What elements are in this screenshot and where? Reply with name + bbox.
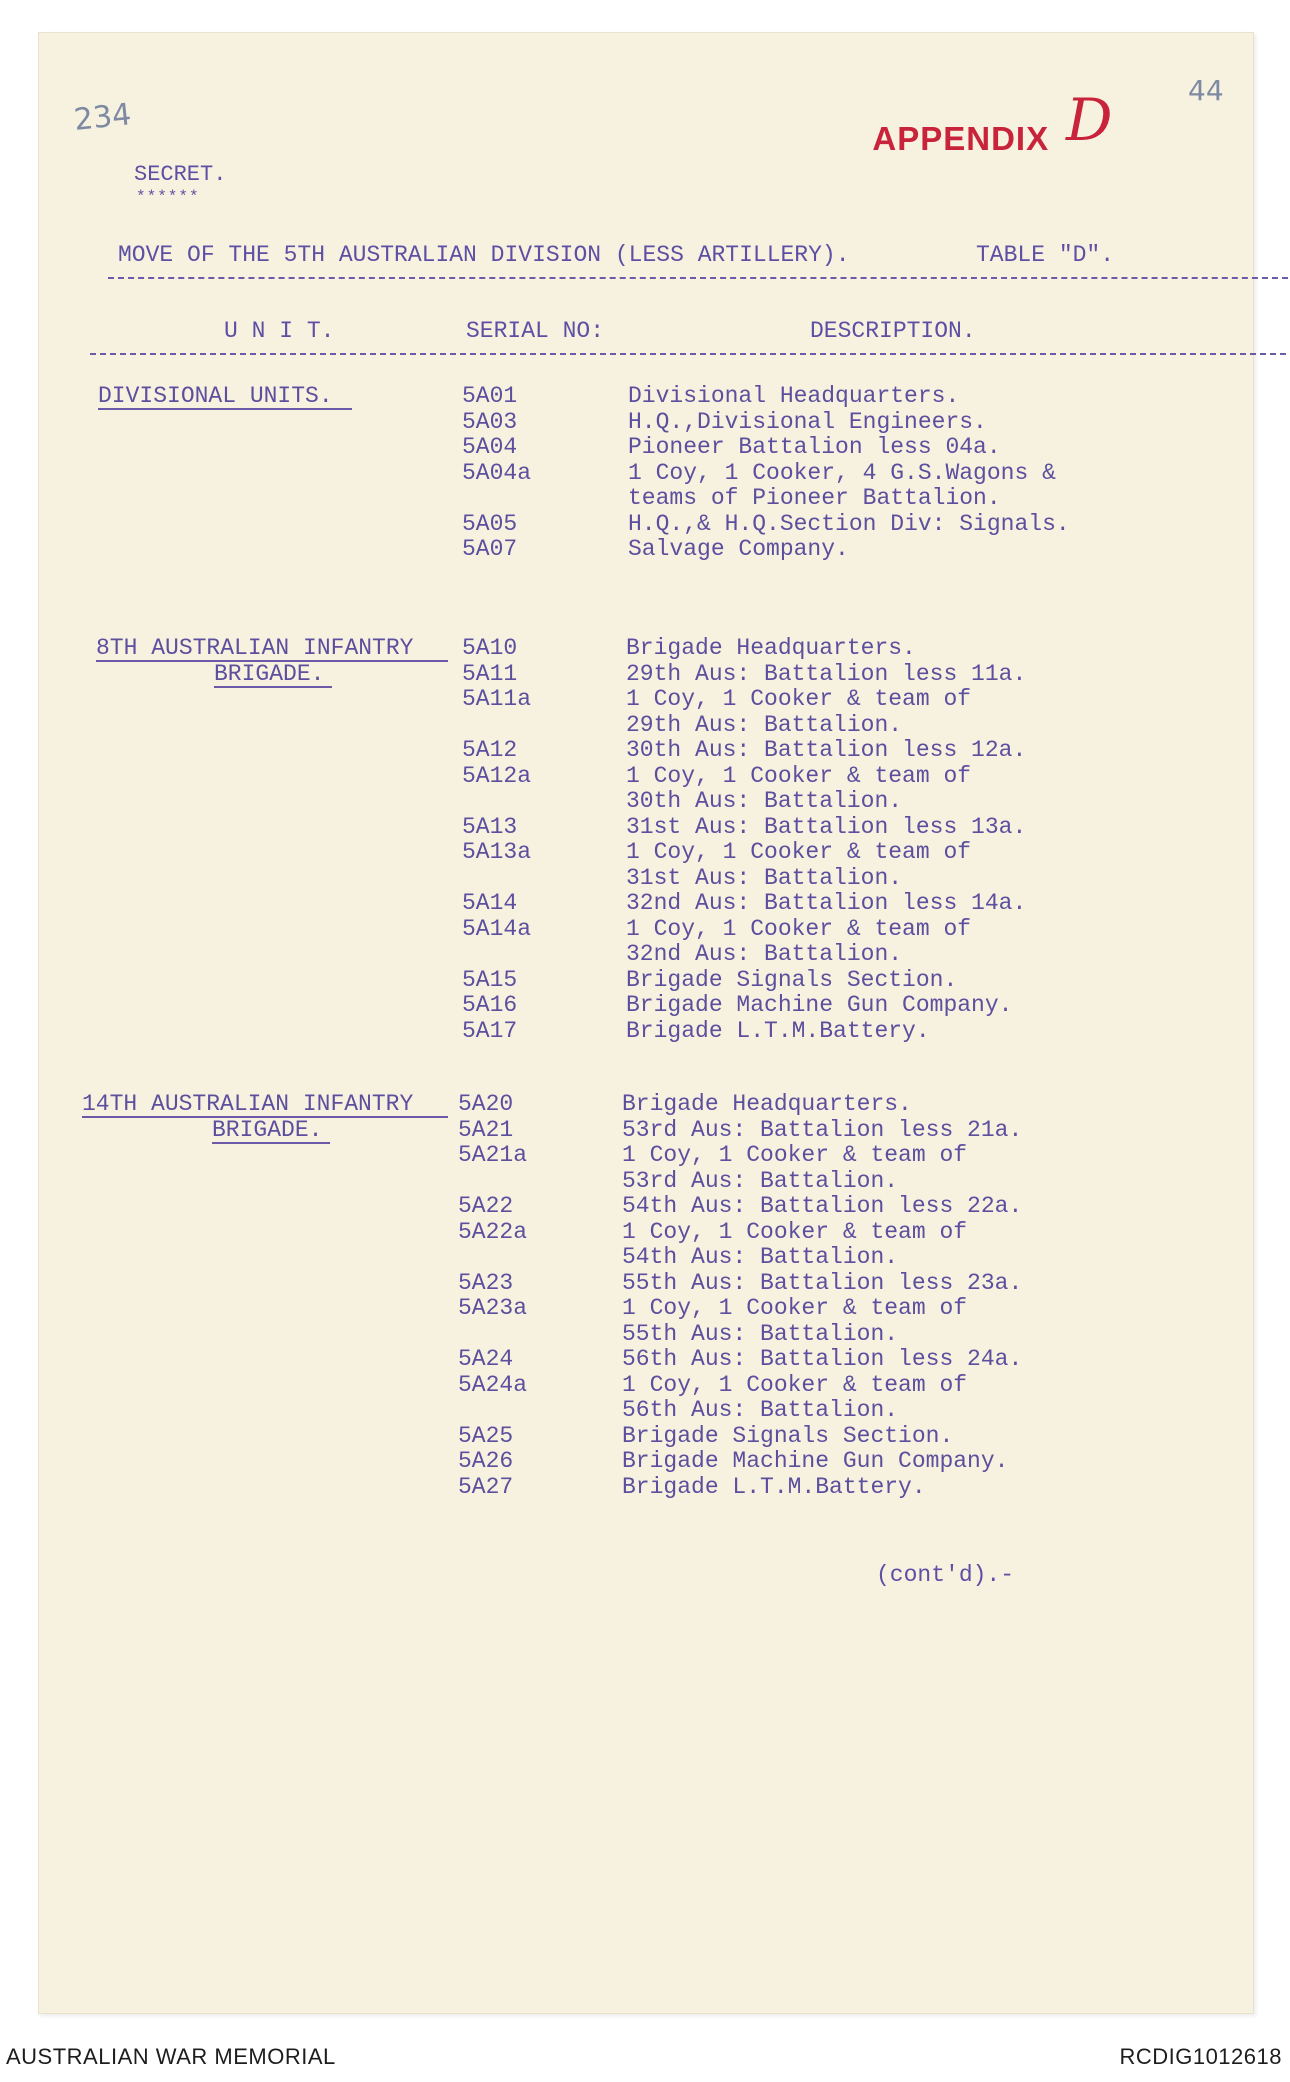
description-line: Brigade Signals Section. (626, 966, 958, 993)
description-line: 32nd Aus: Battalion less 14a. (626, 890, 1027, 916)
description-line: 54th Aus: Battalion. (622, 1244, 899, 1270)
serial-number: 5A21a (458, 1142, 528, 1168)
serial-number: 5A11 (462, 660, 518, 687)
column-header-serial: SERIAL NO: (466, 318, 605, 344)
serial-number: 5A11a (462, 686, 532, 712)
description-line: 32nd Aus: Battalion. (626, 941, 903, 967)
serial-number: 5A20 (458, 1091, 514, 1117)
classification: SECRET. (134, 162, 227, 187)
serial-number: 5A12a (462, 762, 532, 789)
description-line: 53rd Aus: Battalion less 21a. (622, 1116, 1023, 1143)
description-line: 1 Coy, 1 Cooker & team of (626, 686, 972, 712)
serial-number: 5A21 (458, 1116, 514, 1143)
serial-number: 5A04a (462, 459, 532, 486)
description-line: 1 Coy, 1 Cooker, 4 G.S.Wagons & (628, 459, 1056, 486)
appendix-stamp (834, 86, 1113, 194)
description-line: 53rd Aus: Battalion. (622, 1167, 899, 1194)
unit-label: DIVISIONAL UNITS. (98, 383, 333, 409)
description-line: 1 Coy, 1 Cooker & team of (626, 839, 972, 865)
description-line: 1 Coy, 1 Cooker & team of (626, 762, 972, 789)
serial-number: 5A04 (462, 434, 518, 460)
footer-right: RCDIG1012618 (1119, 2044, 1282, 2069)
serial-number: 5A17 (462, 1017, 518, 1044)
description-line: 55th Aus: Battalion less 23a. (622, 1269, 1023, 1296)
description-line: Divisional Headquarters. (628, 383, 960, 409)
description-line: H.Q.,Divisional Engineers. (628, 408, 987, 435)
serial-number: 5A13 (462, 813, 518, 840)
serial-number: 5A14a (462, 915, 532, 942)
appendix-stamp-text: APPENDIX (872, 120, 1050, 157)
serial-number: 5A07 (462, 536, 518, 562)
serial-number: 5A25 (458, 1422, 514, 1449)
serial-number: 5A27 (458, 1473, 514, 1500)
description-line: Brigade L.T.M.Battery. (622, 1473, 926, 1500)
serial-number: 5A26 (458, 1448, 514, 1474)
serial-number: 5A14 (462, 890, 518, 916)
unit-underline (98, 408, 352, 410)
footer-left: AUSTRALIAN WAR MEMORIAL (6, 2044, 336, 2069)
description-line: Brigade Signals Section. (622, 1422, 954, 1449)
continued-note: (cont'd).- (876, 1562, 1015, 1588)
unit-label: BRIGADE. (214, 660, 325, 687)
title-rule (108, 277, 1288, 279)
unit-label: 14TH AUSTRALIAN INFANTRY (82, 1091, 414, 1117)
serial-number: 5A24a (458, 1371, 528, 1398)
description-line: 31st Aus: Battalion. (626, 864, 903, 891)
serial-number: 5A12 (462, 737, 518, 763)
unit-underline (212, 1142, 330, 1144)
description-line: 31st Aus: Battalion less 13a. (626, 813, 1027, 840)
description-line: 1 Coy, 1 Cooker & team of (626, 915, 972, 942)
serial-number: 5A10 (462, 635, 518, 661)
description-line: 1 Coy, 1 Cooker & team of (622, 1142, 968, 1168)
pencil-folio-number: 234 (72, 97, 133, 138)
document-title: MOVE OF THE 5TH AUSTRALIAN DIVISION (LESS ARTILLERY). (118, 242, 850, 268)
appendix-hand-letter: D (1066, 86, 1113, 154)
serial-number: 5A05 (462, 510, 518, 537)
column-header-description: DESCRIPTION. (810, 318, 976, 344)
description-line: Brigade Headquarters. (626, 635, 916, 661)
description-line: Salvage Company. (628, 536, 849, 562)
description-line: Pioneer Battalion less 04a. (628, 434, 1001, 460)
description-line: 1 Coy, 1 Cooker & team of (622, 1295, 968, 1321)
description-line: 29th Aus: Battalion less 11a. (626, 660, 1027, 687)
description-line: 54th Aus: Battalion less 22a. (622, 1193, 1023, 1219)
description-line: 56th Aus: Battalion. (622, 1397, 899, 1423)
serial-number: 5A01 (462, 383, 518, 409)
description-line: Brigade Machine Gun Company. (622, 1448, 1009, 1474)
description-line: 29th Aus: Battalion. (626, 711, 903, 738)
description-line: 1 Coy, 1 Cooker & team of (622, 1218, 968, 1245)
description-line: 55th Aus: Battalion. (622, 1320, 899, 1347)
serial-number: 5A23a (458, 1295, 528, 1321)
classification-mark: ****** (136, 188, 200, 206)
unit-label: BRIGADE. (212, 1116, 323, 1143)
description-line: 30th Aus: Battalion. (626, 788, 903, 814)
serial-number: 5A24 (458, 1346, 514, 1372)
header-rule (90, 353, 1286, 355)
description-line: teams of Pioneer Battalion. (628, 485, 1001, 511)
serial-number: 5A13a (462, 839, 532, 865)
unit-underline (214, 686, 332, 688)
serial-number: 5A03 (462, 408, 518, 435)
unit-label: 8TH AUSTRALIAN INFANTRY (96, 635, 414, 661)
description-line: Brigade L.T.M.Battery. (626, 1017, 930, 1044)
description-line: 56th Aus: Battalion less 24a. (622, 1346, 1023, 1372)
serial-number: 5A16 (462, 992, 518, 1018)
description-line: 1 Coy, 1 Cooker & team of (622, 1371, 968, 1398)
serial-number: 5A15 (462, 966, 518, 993)
document-page (38, 32, 1254, 2014)
description-line: Brigade Machine Gun Company. (626, 992, 1013, 1018)
description-line: H.Q.,& H.Q.Section Div: Signals. (628, 510, 1070, 537)
description-line: 30th Aus: Battalion less 12a. (626, 737, 1027, 763)
table-label: TABLE "D". (976, 242, 1115, 268)
serial-number: 5A23 (458, 1269, 514, 1296)
serial-number: 5A22 (458, 1193, 514, 1219)
pencil-page-number: 44 (1188, 74, 1224, 107)
serial-number: 5A22a (458, 1218, 528, 1245)
column-header-unit: U N I T. (224, 318, 335, 344)
description-line: Brigade Headquarters. (622, 1091, 912, 1117)
